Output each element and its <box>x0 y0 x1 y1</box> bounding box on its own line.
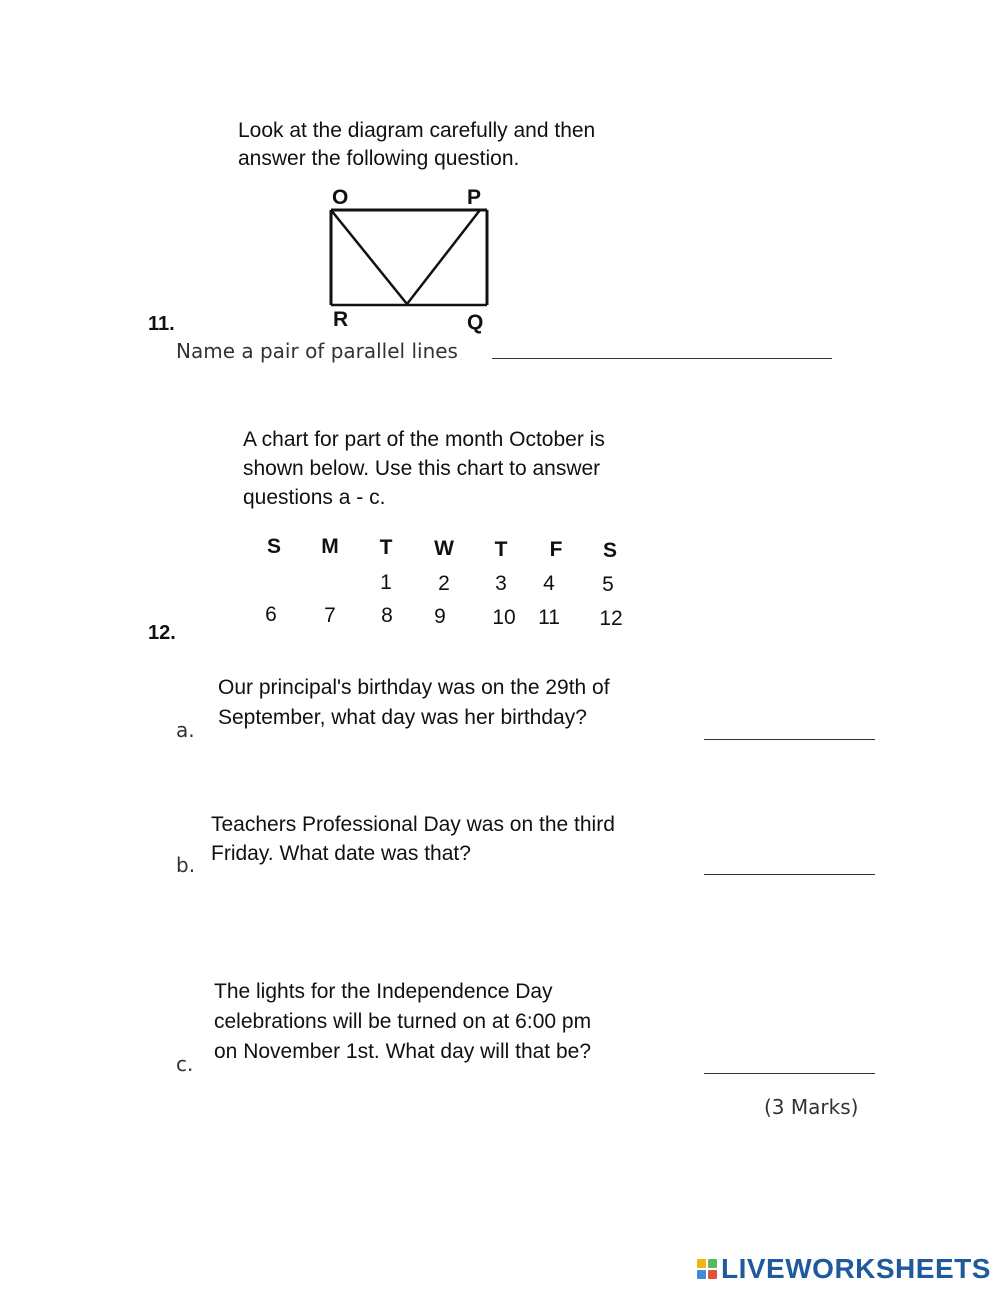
q12c-answer-input[interactable] <box>704 1050 875 1074</box>
q12a-question-line1: Our principal's birthday was on the 29th of <box>218 676 610 699</box>
marks-label: (3 Marks) <box>764 1095 859 1119</box>
rectangle-opqr <box>331 210 487 305</box>
q12a-letter: a. <box>176 718 195 742</box>
q12a-question-line2: September, what day was her birthday? <box>218 706 587 729</box>
calendar-header-thu: T <box>494 538 508 561</box>
liveworksheets-logo[interactable] <box>697 1252 991 1286</box>
logo-text: LIVEWORKSHEETS <box>721 1253 991 1284</box>
calendar-day: 12 <box>599 607 623 630</box>
calendar-header-mon: M <box>321 535 339 558</box>
logo-block <box>697 1270 706 1279</box>
calendar-day: 2 <box>438 572 450 595</box>
logo-block <box>697 1259 706 1268</box>
calendar-header-tue: T <box>379 536 393 559</box>
logo-block <box>708 1270 717 1279</box>
calendar-day: 8 <box>381 604 393 627</box>
q12b-answer-input[interactable] <box>704 851 875 875</box>
calendar-day: 11 <box>538 606 560 629</box>
calendar-day: 5 <box>602 573 614 596</box>
vertex-label-o: O <box>332 186 349 209</box>
vertex-label-p: P <box>467 186 482 209</box>
q12-intro-line1: A chart for part of the month October is <box>243 428 605 451</box>
calendar-day: 4 <box>543 572 555 595</box>
diagonal-p-to-bottom <box>407 210 480 304</box>
q12c-question-line1: The lights for the Independence Day <box>214 980 553 1003</box>
vertex-label-q: Q <box>467 311 484 334</box>
q12b-question-line2: Friday. What date was that? <box>211 842 471 865</box>
q12b-letter: b. <box>176 853 196 877</box>
q11-question: Name a pair of parallel lines <box>176 339 458 363</box>
q12b-question-line1: Teachers Professional Day was on the third <box>211 813 615 836</box>
logo-blocks-icon <box>697 1259 717 1279</box>
q11-instruction-line2: answer the following question. <box>238 147 520 170</box>
calendar-header-wed: W <box>434 537 454 560</box>
calendar-header-sat: S <box>602 539 617 562</box>
calendar-day: 9 <box>434 605 446 628</box>
calendar-day: 7 <box>324 604 336 627</box>
q12a-answer-input[interactable] <box>704 716 875 740</box>
q12c-question-line2: celebrations will be turned on at 6:00 pm <box>214 1010 592 1033</box>
q11-diagram <box>320 180 500 335</box>
diagonal-o-to-bottom <box>331 210 407 304</box>
q11-answer-input[interactable] <box>492 335 832 359</box>
calendar-day: 6 <box>265 603 277 626</box>
calendar-header-sun: S <box>266 535 281 558</box>
logo-block <box>708 1259 717 1268</box>
q12c-question-line3: on November 1st. What day will that be? <box>214 1040 592 1063</box>
calendar-day: 1 <box>380 571 392 594</box>
calendar-day: 10 <box>492 606 516 629</box>
q12-intro-line3: questions a - c. <box>243 486 386 509</box>
calendar-header-fri: F <box>549 538 563 561</box>
q11-number: 11. <box>148 313 175 335</box>
q12-intro-line2: shown below. Use this chart to answer <box>243 457 601 480</box>
q12c-letter: c. <box>176 1052 194 1076</box>
q12-number: 12. <box>148 622 176 644</box>
vertex-label-r: R <box>333 308 349 331</box>
q11-instruction-line1: Look at the diagram carefully and then <box>238 119 596 142</box>
calendar-day: 3 <box>495 572 507 595</box>
